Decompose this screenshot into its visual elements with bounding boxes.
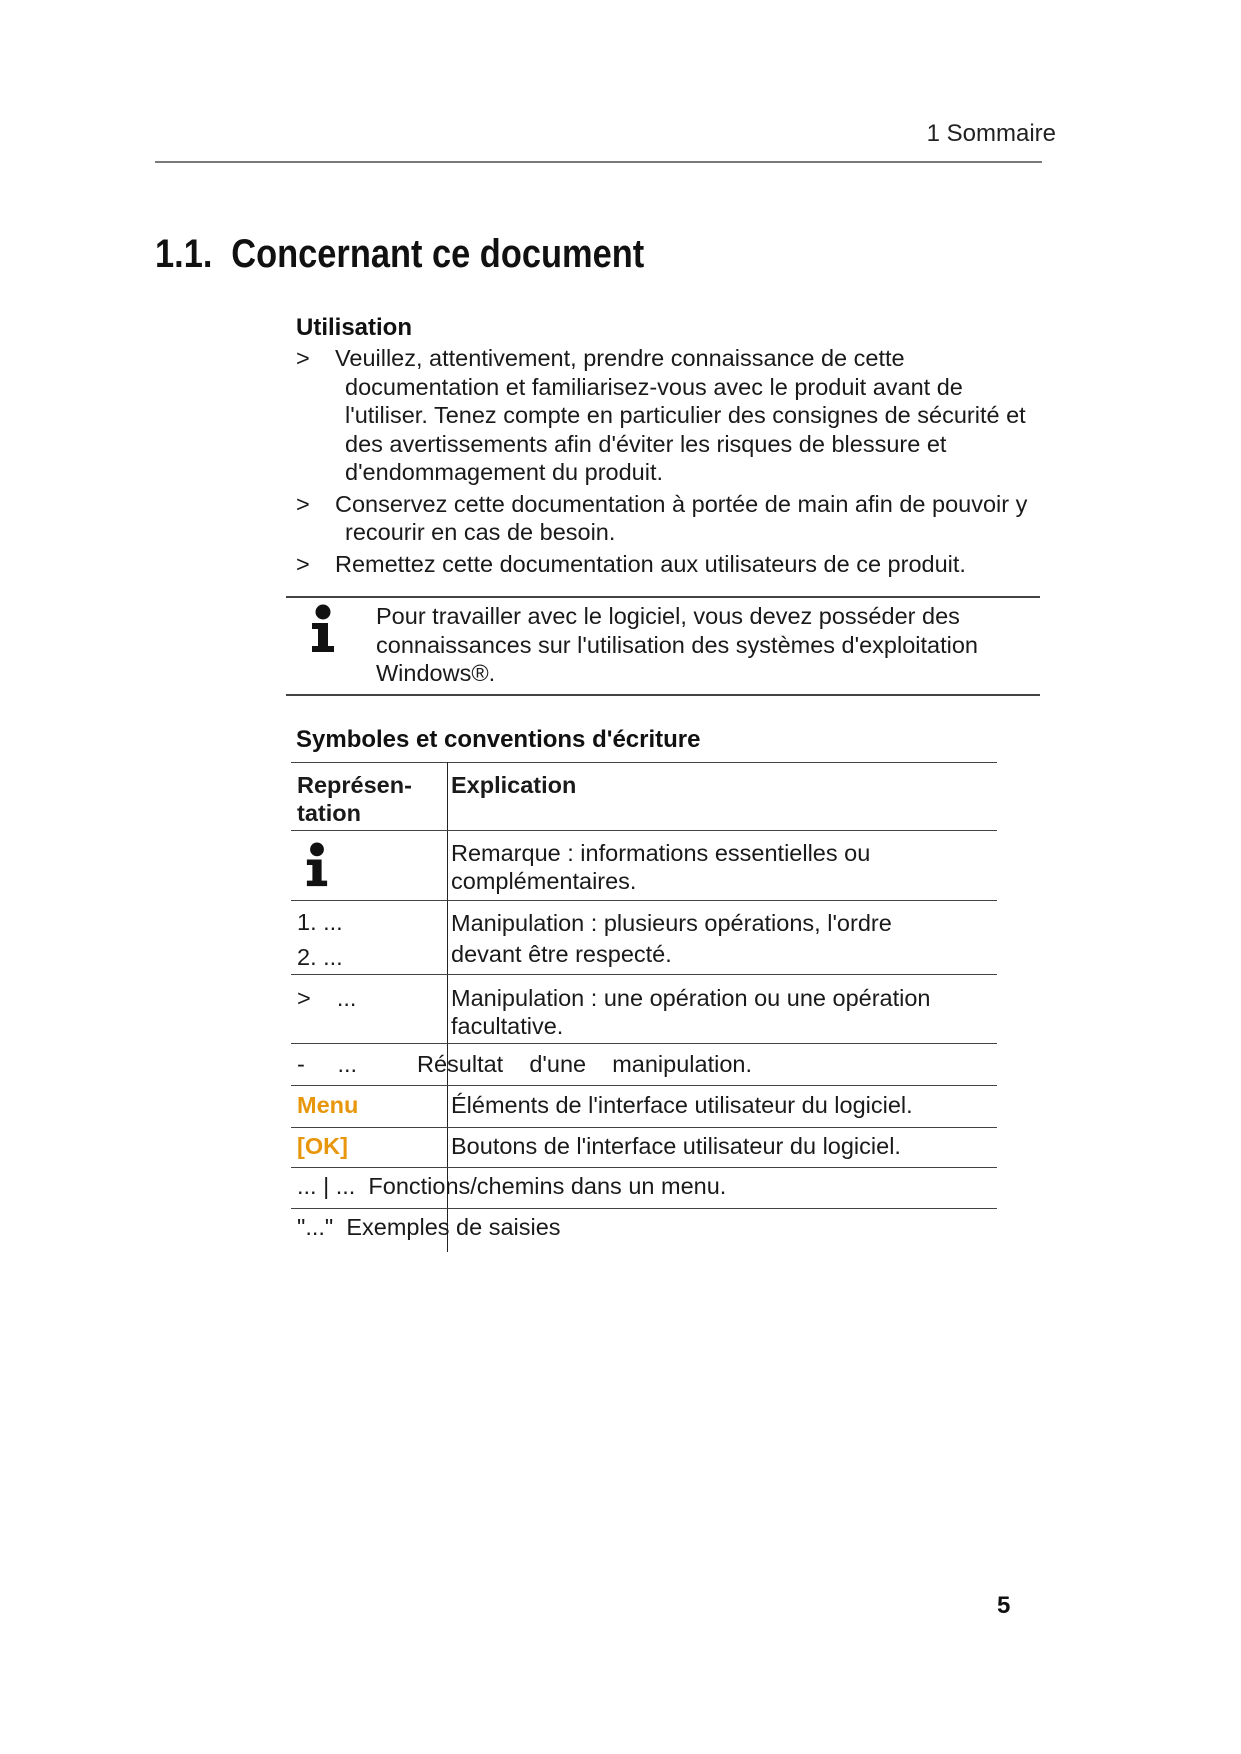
page-number: 5 bbox=[997, 1592, 1011, 1619]
table-rule bbox=[291, 830, 997, 831]
chapter-title bbox=[155, 232, 644, 277]
table-rule bbox=[291, 900, 997, 901]
table-rule bbox=[291, 1208, 997, 1209]
note-text: Pour travailler avec le logiciel, vous devez posséder des connaissances sur l'utilisation des systèmes d'exploitation Windows®. bbox=[376, 603, 979, 686]
list-item bbox=[296, 490, 1036, 547]
bullet-text: Conservez cette documentation à portée de main afin de pouvoir y recourir en cas de besoin. bbox=[335, 490, 1028, 545]
table-rule bbox=[291, 1127, 997, 1128]
table-rule bbox=[291, 1043, 997, 1044]
table-rule bbox=[291, 1167, 997, 1168]
running-header: 1 Sommaire bbox=[926, 120, 1056, 147]
bullet-text: Veuillez, attentivement, prendre connaissance de cette documentation et familiarisez-vous avec le produit avant de l'utiliser. Tenez compte en particulier des consignes de sécurité et des avertissements afin d'éviter les risques de blessure et d'endommagement du produit. bbox=[335, 345, 1026, 485]
table-row-path: ... | ... Fonctions/chemins dans un menu. bbox=[297, 1173, 727, 1199]
column-header-explication: Explication bbox=[451, 772, 577, 798]
chapter-title-text: Concernant ce document bbox=[231, 232, 645, 276]
note-box bbox=[286, 596, 1040, 696]
utilisation-list bbox=[296, 344, 1036, 581]
table-row-single-rep: > ... bbox=[297, 985, 357, 1011]
table-row-result-explication: Résultat d'une manipulation. bbox=[417, 1051, 752, 1077]
info-icon bbox=[303, 842, 331, 888]
table-row-steps-rep-1: 1. ... bbox=[297, 909, 343, 935]
table-row-menu-rep: Menu bbox=[297, 1092, 359, 1118]
symbols-heading: Symboles et conventions d'écriture bbox=[296, 726, 701, 753]
column-header-representation: Représen-tation bbox=[297, 772, 412, 826]
table-row-menu-explication: Éléments de l'interface utilisateur du logiciel. bbox=[451, 1092, 913, 1118]
list-item bbox=[296, 550, 1036, 579]
utilisation-heading: Utilisation bbox=[296, 314, 413, 341]
table-row-result-rep: - ... bbox=[297, 1051, 358, 1077]
bullet-marker: > bbox=[296, 345, 310, 371]
symbols-table bbox=[291, 762, 997, 1252]
table-row-note-explication: Remarque : informations essentielles ou complémentaires. bbox=[451, 840, 871, 894]
bullet-text: Remettez cette documentation aux utilisateurs de ce produit. bbox=[335, 550, 966, 577]
table-row-input: "..." Exemples de saisies bbox=[297, 1214, 561, 1240]
table-row-button-rep: [OK] bbox=[297, 1133, 348, 1159]
bullet-marker: > bbox=[296, 550, 310, 577]
table-rule bbox=[291, 1085, 997, 1086]
bullet-marker: > bbox=[296, 490, 310, 517]
table-row-single-explication: Manipulation : une opération ou une opération facultative. bbox=[451, 985, 931, 1039]
header-divider bbox=[155, 161, 1042, 163]
table-rule bbox=[291, 762, 997, 763]
table-row-steps-explication: Manipulation : plusieurs opérations, l'ordre devant être respecté. bbox=[451, 910, 892, 967]
list-item bbox=[296, 344, 1036, 487]
info-icon bbox=[308, 604, 338, 654]
table-row-steps-rep-2: 2. ... bbox=[297, 944, 343, 970]
chapter-number: 1.1. bbox=[155, 232, 213, 276]
table-rule bbox=[291, 974, 997, 975]
table-row-button-explication: Boutons de l'interface utilisateur du logiciel. bbox=[451, 1133, 901, 1159]
